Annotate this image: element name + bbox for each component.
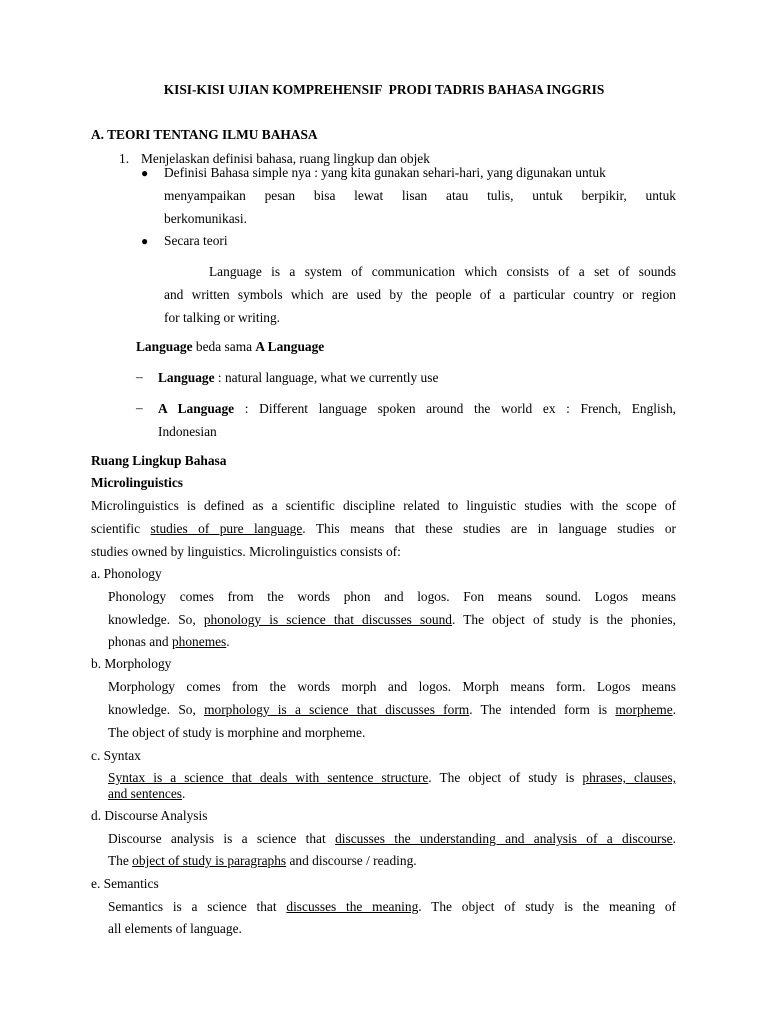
intro-line-1: Microlinguistics is defined as a scientific discipline related to linguistic studies with the scope of (91, 498, 676, 513)
intro-line-2-b: . This means that these studies are in language studies or (302, 521, 676, 536)
morphology-label: b. Morphology (91, 656, 172, 671)
syntax-line-1 (108, 770, 676, 786)
phonology-line-3-b: . (226, 634, 230, 649)
phonology-line-3 (108, 634, 230, 650)
dash-2-term: A Language (158, 401, 235, 416)
bullet-1-line-3: berkomunikasi. (164, 211, 247, 226)
intro-line-2-a: scientific (91, 521, 151, 536)
syntax-label: c. Syntax (91, 748, 141, 763)
bullet-1-line-2: menyampaikan pesan bisa lewat lisan atau tulis, untuk berpikir, untuk (164, 188, 676, 203)
morphology-line-2-b: . The intended form is (469, 702, 616, 717)
intro-underlined: studies of pure language (150, 521, 303, 536)
bullet-icon: ● (141, 166, 149, 180)
bullet-1-line-1: Definisi Bahasa simple nya : yang kita gunakan sehari-hari, yang digunakan untuk (164, 165, 606, 180)
semantics-underlined: discusses the meaning (286, 899, 419, 914)
discourse-object-underlined: object of study is paragraphs (132, 853, 287, 868)
morphology-line-2-c: . (672, 702, 677, 717)
quote-line-2: and written symbols which are used by the people of a particular country or region (164, 287, 676, 302)
ruang-heading: Ruang Lingkup Bahasa (91, 453, 227, 468)
syntax-line-1-b: . The object of study is (428, 770, 583, 785)
intro-line-3: studies owned by linguistics. Microlinguistics consists of: (91, 544, 401, 559)
discourse-label: d. Discourse Analysis (91, 808, 208, 823)
dash-2-line-1 (158, 401, 676, 417)
list-item-text: Menjelaskan definisi bahasa, ruang lingkup dan objek (141, 151, 430, 166)
morphology-line-2-a: knowledge. So, (108, 702, 205, 717)
semantics-line-1-a: Semantics is a science that (108, 899, 287, 914)
intro-line-2 (91, 521, 676, 537)
phonology-line-2-b: . The object of study is the phonies, (452, 612, 676, 627)
compare-term-1: Language (136, 339, 193, 354)
discourse-line-1-b: . (672, 831, 676, 846)
discourse-line-1-a: Discourse analysis is a science that (108, 831, 336, 846)
discourse-line-2-b: and discourse / reading. (286, 853, 417, 868)
discourse-line-2 (108, 853, 417, 869)
dash-1-line (158, 370, 438, 386)
semantics-label: e. Semantics (91, 876, 159, 891)
dash-1-text: : natural language, what we currently use (214, 370, 439, 385)
phonology-underlined: phonology is science that discusses sound (203, 612, 452, 627)
syntax-line-2 (108, 786, 185, 802)
bullet-2-text: Secara teori (164, 233, 228, 248)
compare-term-2: A Language (255, 339, 325, 354)
compare-line (136, 339, 324, 355)
syntax-sentences-underlined: and sentences (108, 786, 182, 801)
quote-line-3: for talking or writing. (164, 310, 281, 325)
compare-middle: beda sama (192, 339, 256, 354)
phonemes-underlined: phonemes (171, 634, 227, 649)
microlinguistics-heading: Microlinguistics (91, 475, 183, 490)
discourse-underlined: discusses the understanding and analysis of a discourse (335, 831, 673, 846)
discourse-line-1 (108, 831, 676, 847)
dash-1-term: Language (158, 370, 215, 385)
dash-icon: – (136, 400, 143, 415)
syntax-objects-underlined: phrases, clauses, (582, 770, 676, 785)
morphology-line-2 (108, 702, 676, 718)
document-title: KISI-KISI UJIAN KOMPREHENSIF PRODI TADRIS BAHASA INGGRIS (163, 82, 605, 97)
syntax-line-2-b: . (182, 786, 186, 801)
dash-2-text: : Different language spoken around the world ex : French, English, (234, 401, 676, 416)
quote-line-1: Language is a system of communication which consists of a set of sounds (209, 264, 676, 279)
section-a-heading: A. TEORI TENTANG ILMU BAHASA (91, 127, 318, 142)
bullet-icon: ● (141, 234, 149, 248)
morphology-line-1: Morphology comes from the words morph and logos. Morph means form. Logos means (108, 679, 676, 694)
semantics-line-1 (108, 899, 676, 915)
phonology-line-3-a: phonas and (108, 634, 172, 649)
dash-2-line-2: Indonesian (158, 424, 217, 439)
morphology-line-3: The object of study is morphine and morpheme. (108, 725, 366, 740)
morphology-underlined: morphology is a science that discusses form (204, 702, 470, 717)
phonology-line-2 (108, 612, 676, 628)
phonology-line-2-a: knowledge. So, (108, 612, 204, 627)
list-item-number: 1. (119, 151, 130, 166)
semantics-line-1-b: . The object of study is the meaning of (418, 899, 676, 914)
syntax-underlined: Syntax is a science that deals with sentence structure (108, 770, 429, 785)
semantics-line-2: all elements of language. (108, 921, 242, 936)
dash-icon: – (136, 369, 143, 384)
phonology-line-1: Phonology comes from the words phon and logos. Fon means sound. Logos means (108, 589, 676, 604)
morpheme-underlined: morpheme (615, 702, 673, 717)
discourse-line-2-a: The (108, 853, 133, 868)
phonology-label: a. Phonology (91, 566, 162, 581)
